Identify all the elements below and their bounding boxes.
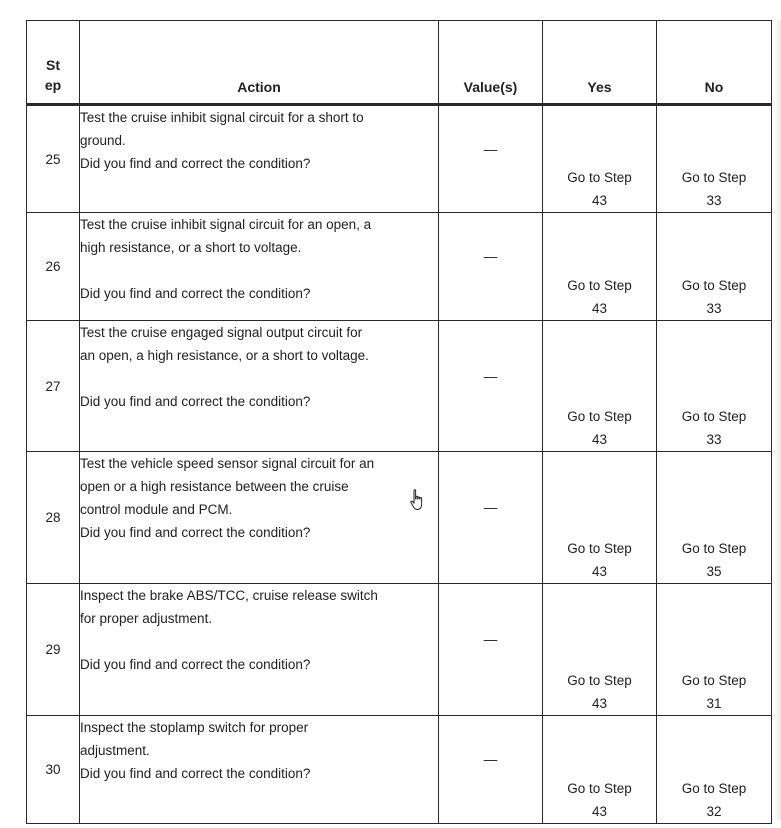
yes-cell: Go to Step 43 [543, 105, 657, 213]
value-cell [439, 716, 543, 824]
no-cell: Go to Step 31 [657, 584, 772, 716]
step-number: 28 [27, 452, 80, 584]
value-dash: — [483, 752, 498, 767]
step-number: 25 [27, 105, 80, 213]
action-question: Did you find and correct the condition? [80, 657, 311, 672]
header-step-line1: St [46, 57, 60, 73]
value-cell [439, 105, 543, 213]
page-edge-shadow [775, 20, 781, 820]
no-cell: Go to Step 32 [657, 716, 772, 824]
value-dash: — [483, 141, 498, 157]
action-cell [80, 321, 439, 452]
header-values: Value(s) [439, 21, 543, 105]
action-text: Test the vehicle speed sensor signal circuit for an [80, 456, 375, 471]
header-no: No [657, 21, 772, 105]
yes-cell: Go to Step 43 [543, 716, 657, 824]
spacer [80, 630, 438, 653]
action-text: Inspect the stoplamp switch for proper [80, 720, 309, 735]
value-cell [439, 452, 543, 584]
step-number: 30 [27, 716, 80, 824]
spacer [80, 259, 438, 282]
value-cell [439, 213, 543, 321]
action-cell [80, 213, 439, 321]
action-question: Did you find and correct the condition? [80, 394, 311, 409]
yes-cell: Go to Step 43 [543, 213, 657, 321]
yes-cell: Go to Step 43 [543, 584, 657, 716]
header-step [27, 21, 80, 105]
header-step-line2: ep [44, 77, 62, 93]
table-row [27, 105, 772, 213]
header-row [27, 21, 772, 105]
table-row [27, 452, 772, 584]
action-cell [80, 584, 439, 716]
action-text: open or a high resistance between the cruise [80, 479, 349, 494]
action-text: Test the cruise inhibit signal circuit for a short to [80, 110, 364, 125]
yes-cell: Go to Step 43 [543, 452, 657, 584]
action-cell [80, 716, 439, 824]
step-number: 29 [27, 584, 80, 716]
action-text: adjustment. [80, 743, 150, 758]
table-row [27, 213, 772, 321]
action-question: Did you find and correct the condition? [80, 286, 311, 301]
action-text: ground. [80, 133, 126, 148]
step-number: 26 [27, 213, 80, 321]
header-yes: Yes [543, 21, 657, 105]
no-cell: Go to Step 35 [657, 452, 772, 584]
value-cell [439, 584, 543, 716]
no-cell: Go to Step 33 [657, 213, 772, 321]
step-number: 27 [27, 321, 80, 452]
header-action: Action [80, 21, 439, 105]
diagnostic-table [26, 20, 772, 824]
yes-cell: Go to Step 43 [543, 321, 657, 452]
value-dash: — [483, 632, 498, 647]
action-text: high resistance, or a short to voltage. [80, 240, 302, 255]
action-text: an open, a high resistance, or a short to voltage. [80, 348, 369, 363]
spacer [80, 367, 438, 390]
hand-pointer-icon [408, 488, 428, 512]
action-text: control module and PCM. [80, 502, 233, 517]
action-text: Inspect the brake ABS/TCC, cruise release switch [80, 588, 378, 603]
table-row [27, 321, 772, 452]
table-row [27, 584, 772, 716]
value-dash: — [483, 500, 498, 515]
no-cell: Go to Step 33 [657, 105, 772, 213]
no-cell: Go to Step 33 [657, 321, 772, 452]
value-cell [439, 321, 543, 452]
action-question: Did you find and correct the condition? [80, 156, 311, 171]
value-dash: — [483, 249, 498, 264]
action-text: for proper adjustment. [80, 611, 213, 626]
table-row [27, 716, 772, 824]
action-question: Did you find and correct the condition? [80, 766, 311, 781]
action-cell [80, 105, 439, 213]
action-text: Test the cruise inhibit signal circuit for an open, a [80, 217, 372, 232]
value-dash: — [483, 368, 498, 384]
action-cell [80, 452, 439, 584]
action-question: Did you find and correct the condition? [80, 525, 311, 540]
action-text: Test the cruise engaged signal output circuit for [80, 325, 363, 340]
